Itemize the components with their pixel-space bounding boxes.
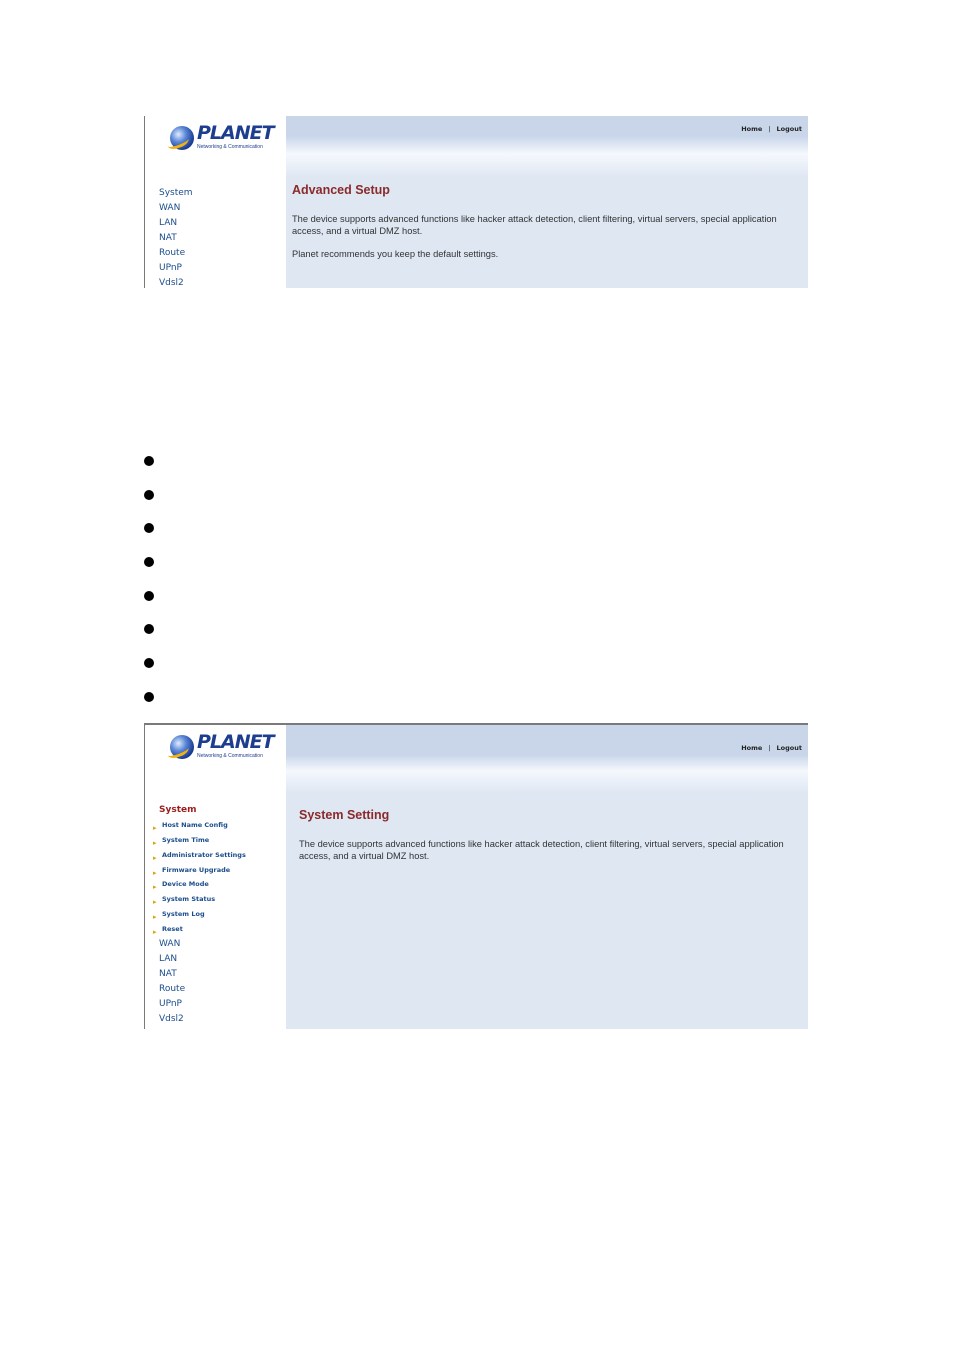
bullet-dot-icon <box>144 591 154 601</box>
submenu-system-status[interactable] <box>153 892 246 907</box>
arrow-right-icon: ▸ <box>153 898 157 907</box>
logo-tagline: Networking & Communication <box>197 144 263 150</box>
submenu-label: System Time <box>162 835 210 844</box>
link-separator: | <box>768 125 771 133</box>
menu-item-nat[interactable]: NAT <box>159 233 177 243</box>
bullet-item <box>144 456 155 467</box>
arrow-right-icon: ▸ <box>153 853 157 862</box>
menu-item-vdsl2[interactable]: Vdsl2 <box>159 278 184 288</box>
bullet-item <box>144 523 155 534</box>
content-area <box>286 725 808 1029</box>
top-links <box>741 125 802 133</box>
submenu-label: System Log <box>162 910 205 919</box>
arrow-right-icon: ▸ <box>153 913 157 922</box>
content-area <box>286 116 808 288</box>
menu-item-vdsl2[interactable]: Vdsl2 <box>159 1014 184 1024</box>
sidebar <box>144 725 287 1029</box>
main-menu <box>159 186 193 291</box>
link-separator: | <box>768 744 771 752</box>
bullet-item <box>144 490 155 501</box>
main-menu-rest <box>159 937 185 1027</box>
submenu-label: System Status <box>162 895 216 904</box>
submenu-label: Firmware Upgrade <box>162 865 231 874</box>
menu-item-lan[interactable]: LAN <box>159 218 178 228</box>
home-link[interactable]: Home <box>741 744 763 752</box>
menu-item-wan[interactable]: WAN <box>159 939 181 949</box>
submenu-system-log[interactable] <box>153 907 246 922</box>
logo-tagline: Networking & Communication <box>197 753 263 759</box>
submenu-reset[interactable] <box>153 922 246 937</box>
arrow-right-icon: ▸ <box>153 838 157 847</box>
bullet-list <box>144 456 155 726</box>
planet-logo <box>170 122 274 154</box>
submenu-host-name-config[interactable] <box>153 818 246 833</box>
submenu-label: Host Name Config <box>162 821 228 829</box>
bullet-dot-icon <box>144 692 154 702</box>
menu-item-upnp[interactable]: UPnP <box>159 263 182 273</box>
menu-item-system[interactable]: System <box>159 188 193 198</box>
bullet-item <box>144 557 155 568</box>
submenu-label: Reset <box>162 924 183 933</box>
bullet-item <box>144 591 155 602</box>
arrow-right-icon: ▸ <box>153 927 157 936</box>
recommendation-text: Planet recommends you keep the default settings. <box>292 249 499 259</box>
top-links <box>741 744 802 752</box>
bullet-dot-icon <box>144 523 154 533</box>
bullet-dot-icon <box>144 490 154 500</box>
submenu-firmware-upgrade[interactable] <box>153 863 246 878</box>
page-title: Advanced Setup <box>292 183 390 197</box>
bullet-item <box>144 692 155 703</box>
bullet-item <box>144 658 155 669</box>
menu-item-lan[interactable]: LAN <box>159 954 178 964</box>
home-link[interactable]: Home <box>741 125 763 133</box>
description-text: The device supports advanced functions like hacker attack detection, client filtering, virtual servers, special application access, and a virtual DMZ host. <box>299 839 784 861</box>
logout-link[interactable]: Logout <box>776 744 802 752</box>
arrow-right-icon: ▸ <box>153 883 157 892</box>
advanced-setup-screenshot <box>144 116 808 288</box>
page-title: System Setting <box>299 808 390 822</box>
logout-link[interactable]: Logout <box>776 125 802 133</box>
menu-item-nat[interactable]: NAT <box>159 969 177 979</box>
menu-item-wan[interactable]: WAN <box>159 203 181 213</box>
arrow-right-icon: ▸ <box>153 868 157 877</box>
main-menu-active <box>159 803 197 818</box>
bullet-dot-icon <box>144 456 154 466</box>
bullet-dot-icon <box>144 557 154 567</box>
menu-item-system[interactable]: System <box>159 805 197 815</box>
submenu-device-mode[interactable] <box>153 877 246 892</box>
bullet-item <box>144 624 155 635</box>
submenu-label: Administrator Settings <box>162 850 246 859</box>
submenu-administrator-settings[interactable] <box>153 848 246 863</box>
menu-item-route[interactable]: Route <box>159 248 186 258</box>
submenu-label: Device Mode <box>162 880 209 889</box>
description-text: The device supports advanced functions like hacker attack detection, client filtering, virtual servers, special application access, and a virtual DMZ host. <box>292 214 777 236</box>
menu-item-upnp[interactable]: UPnP <box>159 999 182 1009</box>
sidebar <box>144 116 287 288</box>
menu-item-route[interactable]: Route <box>159 984 186 994</box>
submenu-system-time[interactable] <box>153 833 246 848</box>
bullet-dot-icon <box>144 658 154 668</box>
logo-name: PLANET <box>197 731 274 753</box>
arrow-right-icon: ▸ <box>153 824 157 832</box>
system-submenu <box>153 818 246 937</box>
bullet-dot-icon <box>144 624 154 634</box>
logo-name: PLANET <box>197 122 274 144</box>
planet-logo <box>170 731 274 763</box>
system-setting-screenshot <box>144 723 808 1029</box>
